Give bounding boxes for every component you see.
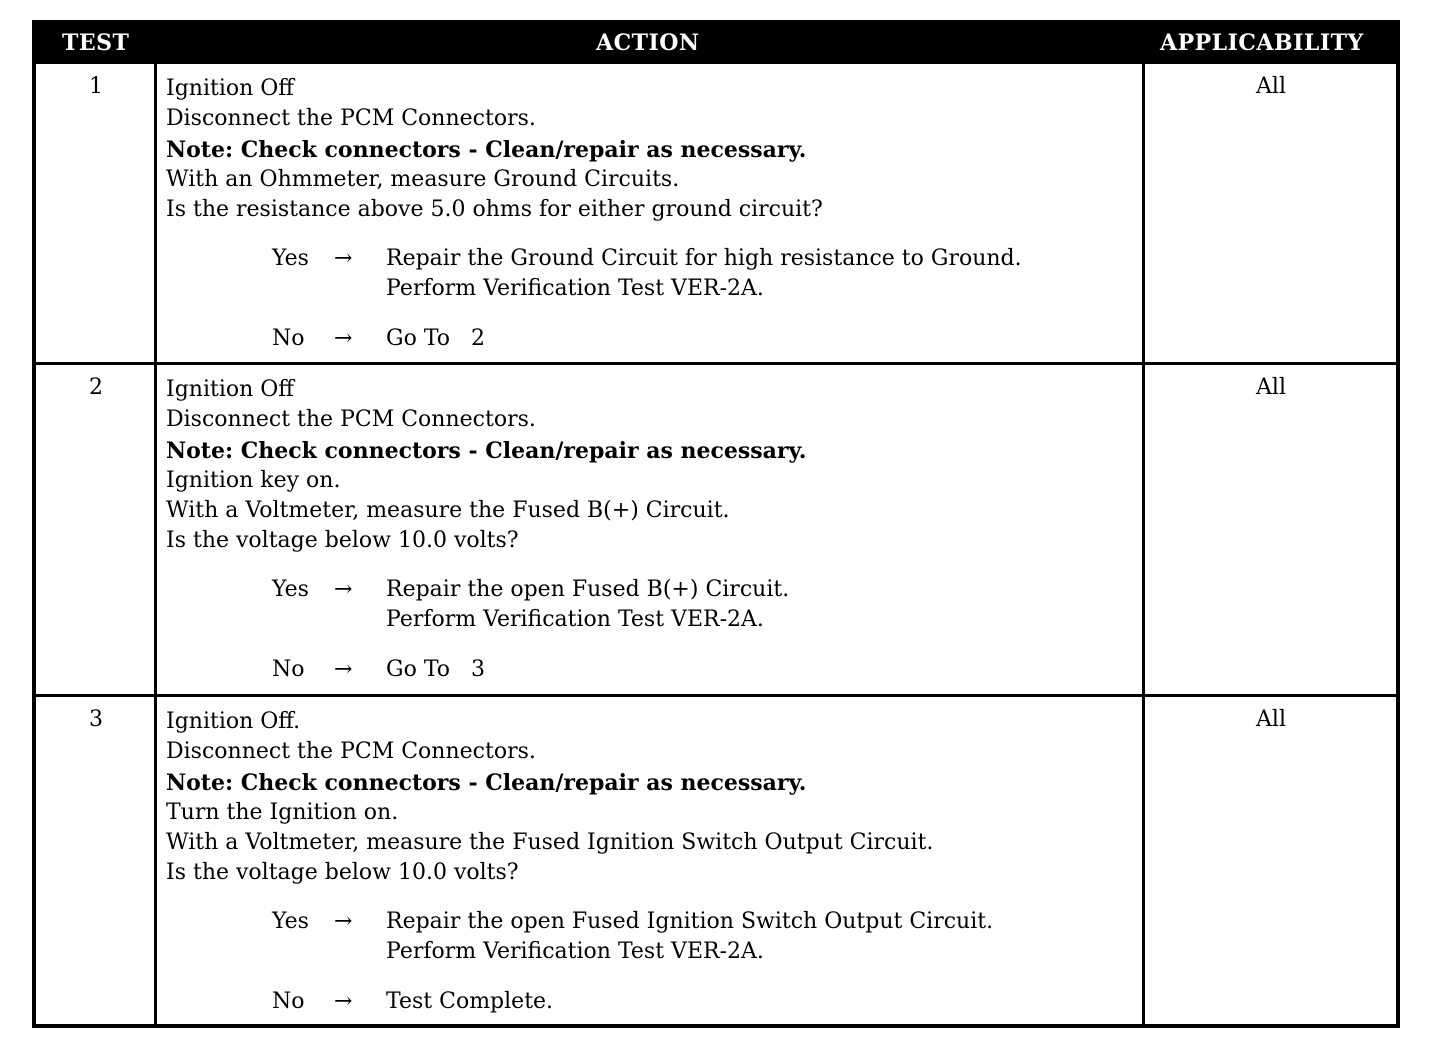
action-step: With an Ohmmeter, measure Ground Circuits.: [166, 166, 680, 192]
action-note: Note: Check connectors - Clean/repair as necessary.: [166, 437, 807, 464]
arrow-right-icon: →: [334, 988, 353, 1014]
action-step: Ignition key on.: [166, 467, 341, 493]
header-applicability: APPLICABILITY: [1160, 30, 1364, 56]
column-divider: [1142, 365, 1145, 694]
action-step: Ignition Off.: [166, 709, 301, 734]
header-action: ACTION: [596, 30, 700, 56]
arrow-right-icon: →: [334, 245, 353, 271]
yes-result-line: Perform Verification Test VER-2A.: [386, 938, 764, 964]
yes-label: Yes: [272, 576, 309, 602]
test-applicability: All: [1256, 707, 1286, 732]
action-note: Note: Check connectors - Clean/repair as necessary.: [166, 769, 807, 796]
diagnostic-test-table: [32, 20, 1400, 1028]
test-row-3: [36, 694, 1396, 1024]
action-step: Disconnect the PCM Connectors.: [166, 407, 536, 433]
yes-label: Yes: [272, 908, 309, 934]
column-divider: [1142, 64, 1145, 362]
yes-label: Yes: [272, 245, 309, 271]
action-step: Disconnect the PCM Connectors.: [166, 739, 536, 765]
test-action: [166, 375, 1126, 557]
column-divider: [154, 697, 157, 1024]
arrow-right-icon: →: [334, 576, 353, 602]
action-step: Is the resistance above 5.0 ohms for either ground circuit?: [166, 197, 823, 223]
action-step: Ignition Off: [166, 377, 294, 402]
yes-result: Repair the open Fused B(+) Circuit.: [386, 576, 790, 602]
arrow-right-icon: →: [334, 325, 353, 351]
no-result: Go To 3: [386, 656, 485, 682]
action-note: Note: Check connectors - Clean/repair as necessary.: [166, 136, 807, 163]
yes-result-line: Perform Verification Test VER-2A.: [386, 275, 764, 301]
action-step: Turn the Ignition on.: [166, 799, 399, 825]
no-result: Go To 2: [386, 325, 485, 351]
test-applicability: All: [1256, 74, 1286, 99]
test-number: 1: [89, 74, 103, 99]
test-number: 2: [89, 375, 103, 400]
action-step: Is the voltage below 10.0 volts?: [166, 860, 519, 886]
test-row-2: [36, 362, 1396, 694]
header-test: TEST: [62, 30, 130, 56]
test-applicability: All: [1256, 375, 1286, 400]
action-step: With a Voltmeter, measure the Fused Ignition Switch Output Circuit.: [166, 830, 934, 856]
test-action: [166, 707, 1126, 889]
yes-result-line: Perform Verification Test VER-2A.: [386, 606, 764, 632]
action-step: Ignition Off: [166, 76, 294, 101]
arrow-right-icon: →: [334, 656, 353, 682]
column-divider: [1142, 697, 1145, 1024]
action-step: Is the voltage below 10.0 volts?: [166, 528, 519, 554]
no-label: No: [272, 325, 305, 351]
test-row-1: [36, 64, 1396, 362]
action-step: Disconnect the PCM Connectors.: [166, 106, 536, 132]
table-header: [36, 24, 1396, 64]
action-step: With a Voltmeter, measure the Fused B(+) Circuit.: [166, 498, 730, 524]
test-action: [166, 74, 1126, 225]
no-result: Test Complete.: [386, 988, 554, 1014]
column-divider: [154, 64, 157, 362]
yes-result: Repair the open Fused Ignition Switch Output Circuit.: [386, 908, 994, 934]
no-label: No: [272, 988, 305, 1014]
no-label: No: [272, 656, 305, 682]
arrow-right-icon: →: [334, 908, 353, 934]
yes-result: Repair the Ground Circuit for high resistance to Ground.: [386, 245, 1022, 271]
column-divider: [154, 365, 157, 694]
test-number: 3: [89, 707, 103, 732]
